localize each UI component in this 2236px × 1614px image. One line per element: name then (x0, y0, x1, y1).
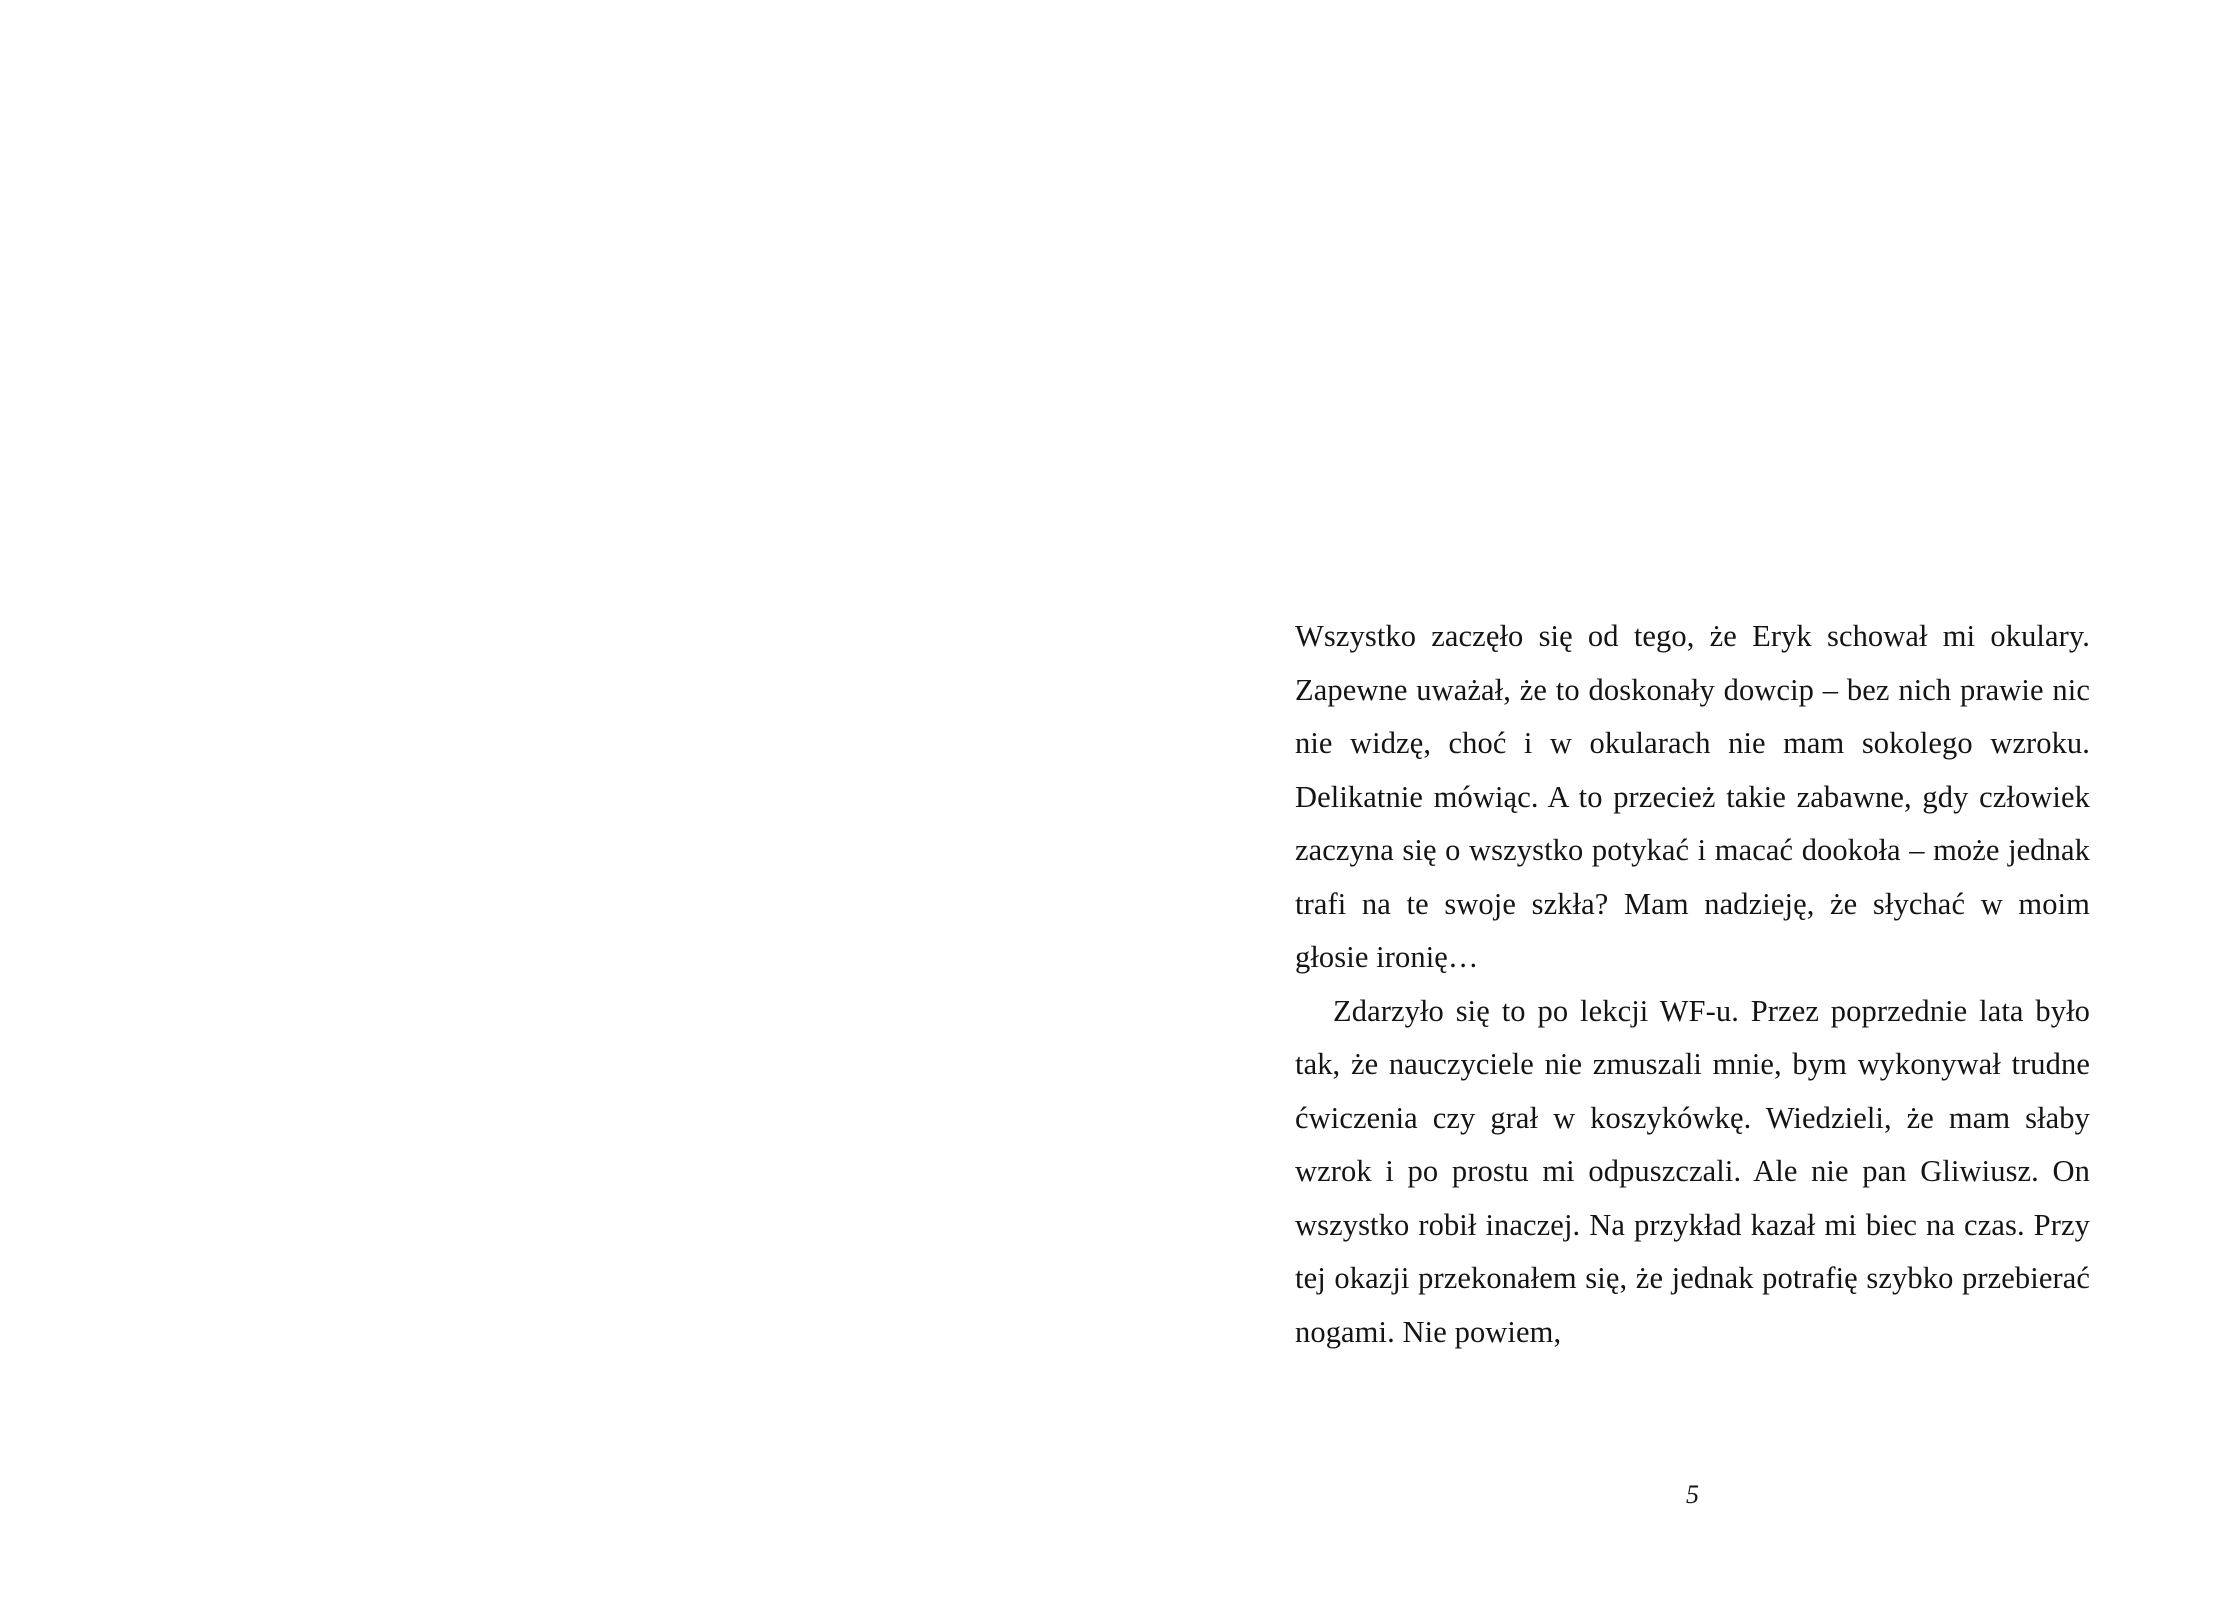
body-paragraph: Zdarzyło się to po lekcji WF-u. Przez poprzednie lata było tak, że nauczyciele nie zmuszali mnie, bym wykonywał trudne ćwiczenia czy grał w koszykówkę. Wiedzieli, że mam słaby wzrok i po prostu mi odpuszczali. Ale nie pan Gliwiusz. On wszystko robił inaczej. Na przykład kazał mi biec na czas. Przy tej okazji przekonałem się, że jednak potrafię szybko przebierać nogami. Nie powiem, (1295, 993, 2090, 1349)
page-text-block (1295, 610, 2090, 1359)
body-paragraph: Wszystko zaczęło się od tego, że Eryk schował mi okulary. Zapewne uważał, że to doskonały dowcip – bez nich prawie nic nie widzę, choć i w okularach nie mam sokolego wzroku. Delikatnie mówiąc. A to przecież takie zabawne, gdy człowiek zaczyna się o wszystko potykać i macać dookoła – może jednak trafi na te swoje szkła? Mam nadzieję, że słychać w moim głosie ironię… (1295, 619, 2090, 974)
page-number: 5 (1686, 1480, 1699, 1509)
